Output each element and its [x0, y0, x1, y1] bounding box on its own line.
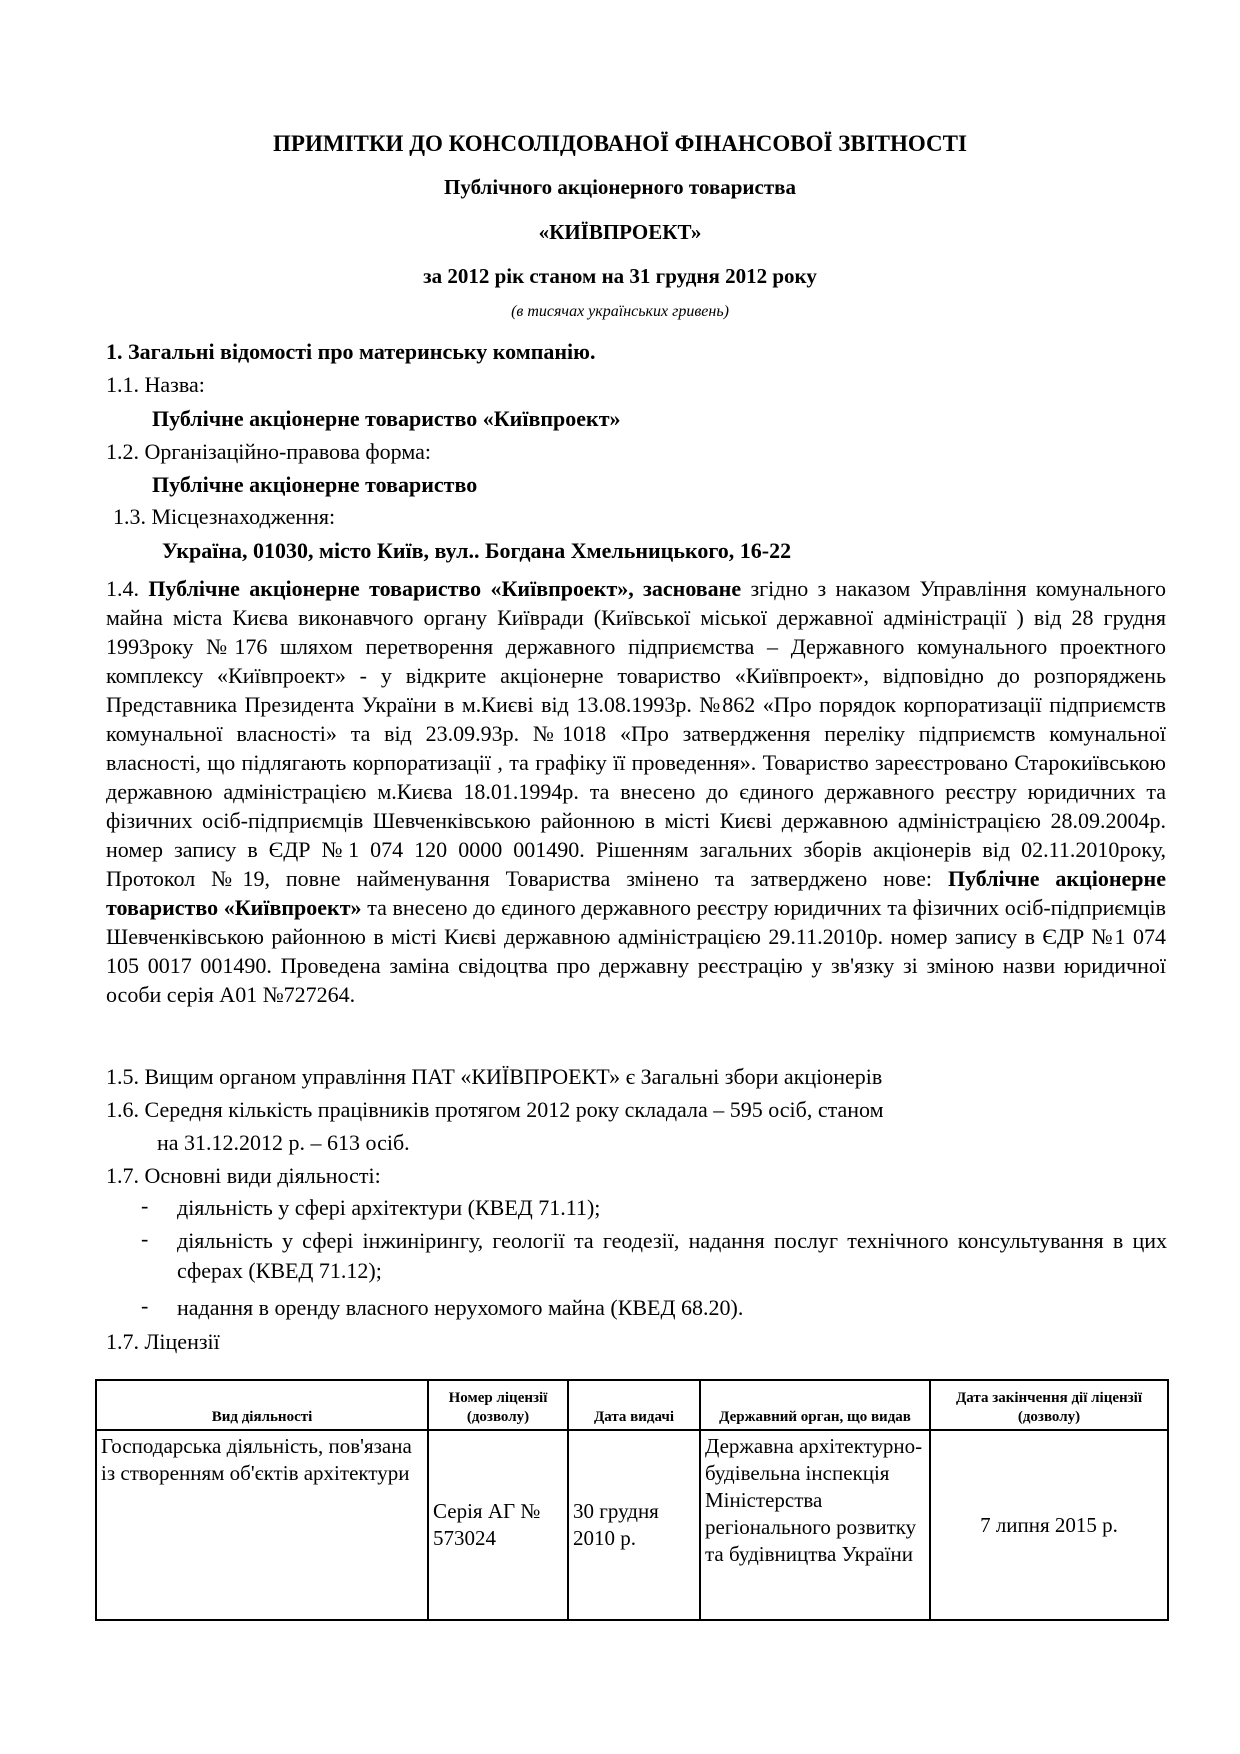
- activity-item: надання в оренду власного нерухомого майна (КВЕД 68.20).: [177, 1295, 744, 1320]
- table-row: [96, 1430, 1168, 1620]
- units-note: (в тисячах українських гривень): [511, 303, 729, 320]
- history-bold-2: Публічне акціонерне товариство «Київпроект»: [106, 866, 1166, 920]
- company-line: Публічного акціонерного товариства: [444, 175, 796, 199]
- cell-expiry-date: 7 липня 2015 р.: [930, 1430, 1168, 1620]
- cell-issue-date: 30 грудня 2010 р.: [568, 1430, 700, 1620]
- table-header-row: [96, 1380, 1168, 1430]
- name-value: Публічне акціонерне товариство «Київпроект»: [152, 406, 621, 431]
- activity-item: діяльність у сфері архітектури (КВЕД 71.11);: [177, 1195, 601, 1220]
- company-name: «КИЇВПРОЕКТ»: [538, 220, 702, 244]
- activity-item: діяльність у сфері інжинірингу, геології та геодезії, надання послуг технічного консультування в цих сферах (КВЕД 71.12);: [177, 1228, 1167, 1283]
- bullet-dash: -: [141, 1293, 149, 1318]
- cell-license-number: Серія АГ № 573024: [428, 1430, 568, 1620]
- name-label: 1.1. Назва:: [106, 372, 205, 397]
- legal-form-label: 1.2. Організаційно-правова форма:: [106, 439, 431, 464]
- licenses-label: 1.7. Ліцензії: [106, 1329, 220, 1354]
- cell-activity: Господарська діяльність, пов'язана із створенням об'єктів архітектури: [96, 1430, 428, 1620]
- history-text-1: згідно з наказом Управління комунального майна міста Києва виконавчого органу Київради (Київської міської державної адміністрації ) від 28 грудня 1993року №176 шляхом перетворення державного підприємства – Державного комунального проектного комплексу «Київпроект» - у відкрите акціонерне товариство «Київпроект», відповідно до розпоряджень Представника Президента України в м.Києві від 13.08.1993р. №862 «Про порядок корпоратизації підприємств комунальної власності» та від 23.09.93р. №1018 «Про затвердження переліку підприємств комунальної власності, що підлягають корпоратизації , та графіку її проведення». Товариство зареєстровано Старокиївською державною адміністрацією м.Києва 18.01.1994р. та внесено до єдиного державного реєстру юридичних та фізичних осіб-підприємців Шевченківською районною в місті Києві державною адміністрацією 28.09.2004р. номер запису в ЄДР №1 074 120 0000 001490. Рішенням загальних зборів акціонерів від 02.11.2010року, Протокол №19, повне найменування Товариства змінено та затверджено нове:: [106, 576, 1166, 891]
- report-period: за 2012 рік станом на 31 грудня 2012 року: [423, 264, 817, 288]
- history-text-2: та внесено до єдиного державного реєстру юридичних та фізичних осіб-підприємців Шевченківською районною в місті Києві державною адміністрацією 29.11.2010р. номер запису в ЄДР №1 074 105 0017 001490. Проведена заміна свідоцтва про державну реєстрацію у зв'язку зі зміною назви юридичної особи серія А01 №727264.: [106, 895, 1166, 1007]
- governing-body: 1.5. Вищим органом управління ПАТ «КИЇВПРОЕКТ» є Загальні збори акціонерів: [106, 1064, 883, 1089]
- header-issuing-body: Державний орган, що видав: [700, 1380, 930, 1430]
- bullet-dash: -: [141, 1226, 149, 1251]
- activities-label: 1.7. Основні види діяльності:: [106, 1163, 381, 1188]
- employees-line-2: на 31.12.2012 р. – 613 осіб.: [157, 1130, 410, 1155]
- cell-issuing-body: Державна архітектурно-будівельна інспекція Міністерства регіонального розвитку та будівництва України: [700, 1430, 930, 1620]
- header-issue-date: Дата видачі: [568, 1380, 700, 1430]
- location-label: 1.3. Місцезнаходження:: [113, 504, 336, 529]
- legal-form-value: Публічне акціонерне товариство: [152, 472, 478, 497]
- employees-line-1: 1.6. Середня кількість працівників протягом 2012 року складала – 595 осіб, станом: [106, 1097, 884, 1122]
- location-value: Україна, 01030, місто Київ, вул.. Богдана Хмельницького, 16-22: [162, 538, 792, 563]
- header-activity: Вид діяльності: [96, 1380, 428, 1430]
- bullet-dash: -: [141, 1193, 149, 1218]
- history-paragraph: [106, 574, 1166, 1009]
- license-table: [95, 1379, 1169, 1621]
- header-license-number: Номер ліцензії (дозволу): [428, 1380, 568, 1430]
- document-title: ПРИМІТКИ ДО КОНСОЛІДОВАНОЇ ФІНАНСОВОЇ ЗВІТНОСТІ: [273, 131, 967, 156]
- header-expiry-date: Дата закінчення дії ліцензії (дозволу): [930, 1380, 1168, 1430]
- history-num: 1.4.: [106, 576, 139, 601]
- history-bold-1: Публічне акціонерне товариство «Київпроект», засноване: [148, 576, 742, 601]
- section-heading: 1. Загальні відомості про материнську компанію.: [106, 339, 596, 364]
